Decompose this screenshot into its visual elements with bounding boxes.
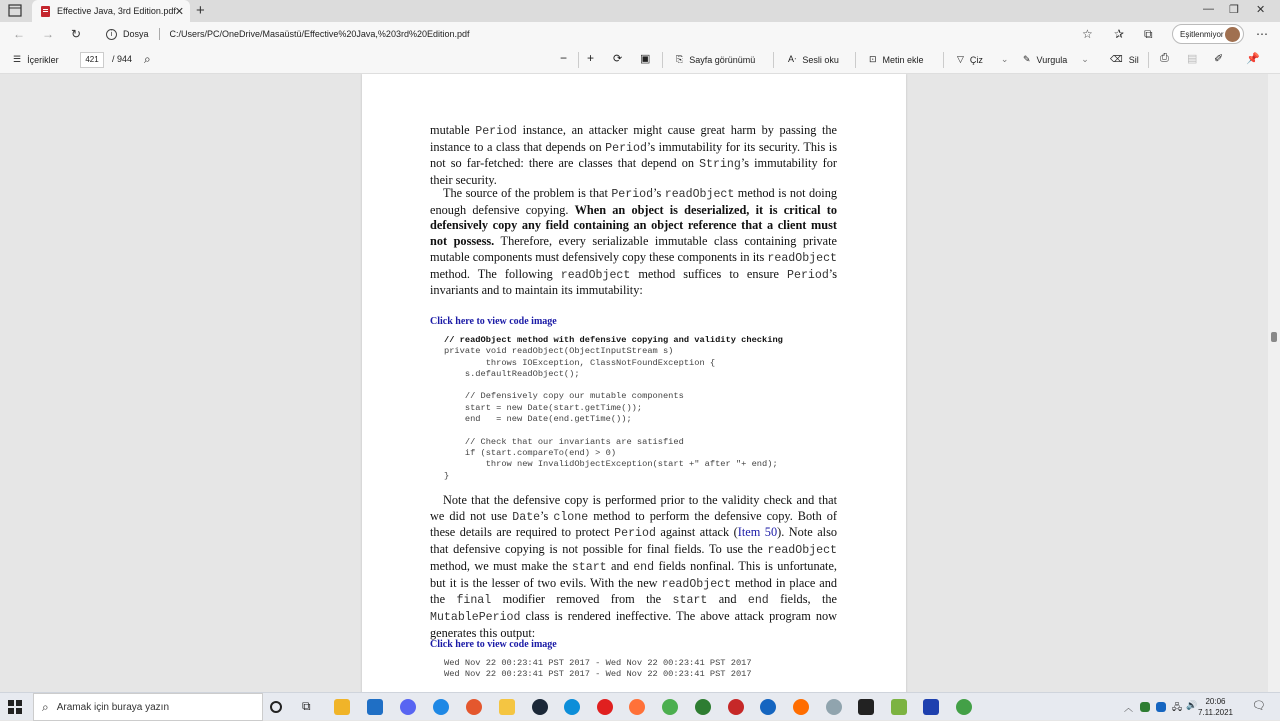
collections-icon[interactable]: ⧉ bbox=[1144, 27, 1153, 41]
url-divider bbox=[159, 28, 160, 40]
text-box-icon: ⊡ bbox=[869, 54, 877, 64]
highlighter-icon: ✎ bbox=[1023, 54, 1031, 64]
tray-icon[interactable] bbox=[1140, 702, 1150, 712]
back-icon[interactable]: ← bbox=[13, 27, 25, 41]
url-text: C:/Users/PC/OneDrive/Masaüstü/Effective%20Java,%203rd%20Edition.pdf bbox=[169, 29, 470, 39]
tab-actions-icon[interactable] bbox=[8, 4, 22, 17]
paragraph-2: The source of the problem is that Period’s readObject method is not doing enough defensive copying. When an object is deserialized, it is critical to defensively copy any field containing an object reference that a client must not possess. Therefore, every serializable immutable class containing private mutable components must defensively copy these components in its readObject method. The following readObject method suffices to ensure Period’s invariants and to maintain its immutability: bbox=[430, 186, 838, 298]
code-line bbox=[444, 380, 783, 391]
save-as-icon[interactable]: ✐ bbox=[1214, 53, 1224, 65]
code-line: // Defensively copy our mutable components bbox=[444, 391, 684, 402]
toolbar-divider bbox=[662, 52, 663, 68]
code-line: end = new Date(end.getTime()); bbox=[444, 414, 632, 425]
file-explorer-icon[interactable] bbox=[334, 699, 350, 715]
page-number-input[interactable]: 421 bbox=[80, 52, 104, 68]
maps-icon[interactable] bbox=[760, 699, 776, 715]
volume-icon[interactable]: 🔊 bbox=[1186, 700, 1198, 710]
address-field[interactable] bbox=[98, 23, 1098, 45]
address-bar-row bbox=[0, 22, 1280, 46]
add-text-button[interactable] bbox=[869, 54, 924, 65]
minimize-icon[interactable]: — bbox=[1203, 3, 1214, 15]
mail-icon[interactable] bbox=[367, 699, 383, 715]
network-icon[interactable]: 🖧 bbox=[1172, 702, 1183, 712]
clock-time: 20:06 bbox=[1205, 697, 1226, 706]
avatar bbox=[1225, 27, 1240, 42]
app-icon[interactable] bbox=[499, 699, 515, 715]
highlight-label: Vurgula bbox=[1036, 54, 1068, 65]
clock-date: 7.11.2021 bbox=[1198, 708, 1233, 717]
code-line: throw new InvalidObjectException(start +" after "+ end); bbox=[444, 459, 778, 470]
search-icon[interactable]: ⌕ bbox=[144, 52, 151, 66]
pdf-toolbar bbox=[0, 46, 1280, 74]
code-line: throws IOException, ClassNotFoundException { bbox=[444, 357, 716, 368]
eraser-icon: ⌫ bbox=[1110, 54, 1123, 64]
app-icon[interactable] bbox=[956, 699, 972, 715]
draw-label: Çiz bbox=[969, 54, 983, 65]
pdf-viewer[interactable] bbox=[0, 74, 1280, 692]
discord-icon[interactable] bbox=[400, 699, 416, 715]
code-line: start = new Date(start.getTime()); bbox=[444, 402, 643, 413]
erase-button[interactable] bbox=[1110, 54, 1139, 65]
save-icon[interactable]: ▤ bbox=[1187, 53, 1198, 65]
toolbar-divider bbox=[578, 52, 579, 68]
pin-toolbar-icon[interactable]: 📌 bbox=[1246, 53, 1260, 65]
print-icon[interactable]: ⎙ bbox=[1160, 52, 1169, 64]
pdf-file-icon bbox=[40, 6, 51, 17]
app-icon[interactable] bbox=[923, 699, 939, 715]
search-placeholder: Aramak için buraya yazın bbox=[56, 701, 170, 713]
new-tab-icon[interactable]: + bbox=[196, 2, 205, 19]
taskbar-clock[interactable] bbox=[1198, 696, 1233, 718]
app-icon[interactable] bbox=[433, 699, 449, 715]
code-line: s.defaultReadObject(); bbox=[444, 368, 580, 379]
app-icon[interactable] bbox=[695, 699, 711, 715]
fit-page-icon[interactable]: ▣ bbox=[640, 53, 651, 65]
app-icon[interactable] bbox=[858, 699, 874, 715]
paragraph-3: Note that the defensive copy is performed prior to the validity check and that we did not use Date’s clone method to perform the defensive copy. Both of these details are required to protect Period against attack (Item 50). Note also that defensive copying is not possible for final fields. To use the readObject method, we must make the start and end fields nonfinal. This is unfortunate, but it is the lesser of two evils. With the new readObject method in place and the final modifier removed from the start and end fields, the MutablePeriod class is rendered ineffective. The above attack program now generates this output: bbox=[430, 493, 838, 640]
item-50-link[interactable]: Item 50 bbox=[737, 525, 778, 540]
code-block bbox=[444, 335, 783, 482]
output-line: Wed Nov 22 00:23:41 PST 2017 - Wed Nov 22 00:23:41 PST 2017 bbox=[444, 658, 752, 668]
tray-icon[interactable] bbox=[1156, 702, 1166, 712]
view-code-image-link-2[interactable]: Click here to view code image bbox=[430, 639, 557, 650]
toolbar-divider bbox=[943, 52, 944, 68]
tab-close-icon[interactable]: ✕ bbox=[174, 6, 184, 18]
output-block bbox=[444, 658, 752, 681]
forward-icon[interactable]: → bbox=[42, 27, 54, 41]
erase-label: Sil bbox=[1128, 54, 1139, 65]
zoom-in-icon[interactable]: + bbox=[587, 51, 595, 65]
view-code-image-link[interactable]: Click here to view code image bbox=[430, 316, 557, 327]
app-icon[interactable] bbox=[793, 699, 809, 715]
contents-button[interactable] bbox=[13, 54, 59, 65]
read-aloud-label: Sesli oku bbox=[802, 54, 839, 65]
code-line: private void readObject(ObjectInputStream s) bbox=[444, 346, 674, 357]
draw-button[interactable] bbox=[957, 54, 1008, 65]
windows-taskbar bbox=[0, 692, 1280, 720]
highlight-button[interactable] bbox=[1023, 54, 1089, 65]
task-view-icon[interactable]: ⧉ bbox=[302, 699, 311, 713]
code-line bbox=[444, 425, 783, 436]
chevron-down-icon[interactable]: ⌄ bbox=[1000, 54, 1009, 64]
search-icon: ⌕ bbox=[42, 699, 49, 714]
url-scheme-label: Dosya bbox=[123, 29, 149, 39]
edge-icon[interactable] bbox=[564, 699, 580, 715]
pen-icon: ▽ bbox=[957, 54, 964, 64]
close-window-icon[interactable]: ✕ bbox=[1256, 4, 1266, 16]
profile-button[interactable] bbox=[1172, 24, 1244, 44]
scrollbar-thumb[interactable] bbox=[1271, 332, 1277, 342]
chrome-icon[interactable] bbox=[662, 699, 678, 715]
contents-label: İçerikler bbox=[27, 54, 59, 65]
firefox-icon[interactable] bbox=[629, 699, 645, 715]
favorites-icon[interactable]: ✰ bbox=[1114, 27, 1125, 41]
restore-icon[interactable]: ❐ bbox=[1229, 4, 1239, 16]
opera-icon[interactable] bbox=[597, 699, 613, 715]
output-line: Wed Nov 22 00:23:41 PST 2017 - Wed Nov 22 00:23:41 PST 2017 bbox=[444, 669, 752, 680]
steam-icon[interactable] bbox=[532, 699, 548, 715]
toolbar-divider bbox=[855, 52, 856, 68]
page-view-label: Sayfa görünümü bbox=[689, 54, 756, 65]
windows-start-icon[interactable] bbox=[8, 700, 22, 714]
taskbar-search-box[interactable] bbox=[33, 693, 263, 721]
origin-icon[interactable] bbox=[466, 699, 482, 715]
vertical-scrollbar[interactable] bbox=[1268, 74, 1280, 692]
more-menu-icon[interactable]: ⋯ bbox=[1256, 27, 1268, 41]
info-icon[interactable]: i bbox=[106, 29, 117, 40]
code-line: // Check that our invariants are satisfied bbox=[444, 436, 684, 447]
add-text-label: Metin ekle bbox=[882, 54, 924, 65]
pdf-page bbox=[362, 74, 906, 692]
page-view-button[interactable] bbox=[676, 54, 755, 65]
app-icon[interactable] bbox=[826, 699, 842, 715]
code-title: // readObject method with defensive copying and validity checking bbox=[444, 335, 783, 345]
tab-active[interactable] bbox=[32, 0, 190, 22]
chevron-up-icon[interactable]: ︿ bbox=[1124, 703, 1134, 713]
chevron-down-icon[interactable]: ⌄ bbox=[1081, 54, 1089, 64]
add-favorite-icon[interactable]: ☆ bbox=[1082, 27, 1093, 41]
toolbar-divider bbox=[773, 52, 774, 68]
code-line: if (start.compareTo(end) > 0) bbox=[444, 447, 617, 458]
app-icon[interactable] bbox=[891, 699, 907, 715]
app-icon[interactable] bbox=[728, 699, 744, 715]
read-aloud-icon: Aᐧ bbox=[788, 54, 797, 64]
tab-title: Effective Java, 3rd Edition.pdf bbox=[57, 6, 176, 16]
paragraph-1: mutable Period instance, an attacker might cause great harm by passing the instance to a class that depends on Period’s immutability for its security. This is not so far-fetched: there are classes that depend on String’s immutability for their security. bbox=[430, 123, 838, 188]
browser-tab-bar bbox=[0, 0, 1280, 22]
page-total: / 944 bbox=[112, 54, 133, 64]
page-view-icon: ⎘ bbox=[676, 54, 684, 64]
rotate-icon[interactable]: ⟳ bbox=[613, 53, 623, 65]
toolbar-divider bbox=[1148, 52, 1149, 68]
refresh-icon[interactable]: ↻ bbox=[71, 27, 82, 41]
code-line: } bbox=[444, 470, 450, 481]
profile-status-label: Eşitlenmiyor bbox=[1180, 29, 1224, 39]
cortana-icon[interactable] bbox=[270, 701, 282, 713]
notifications-icon[interactable]: 🗨 bbox=[1252, 700, 1266, 712]
read-aloud-button[interactable] bbox=[788, 54, 839, 65]
zoom-out-icon[interactable]: − bbox=[560, 51, 568, 65]
list-icon: ☰ bbox=[13, 54, 22, 64]
